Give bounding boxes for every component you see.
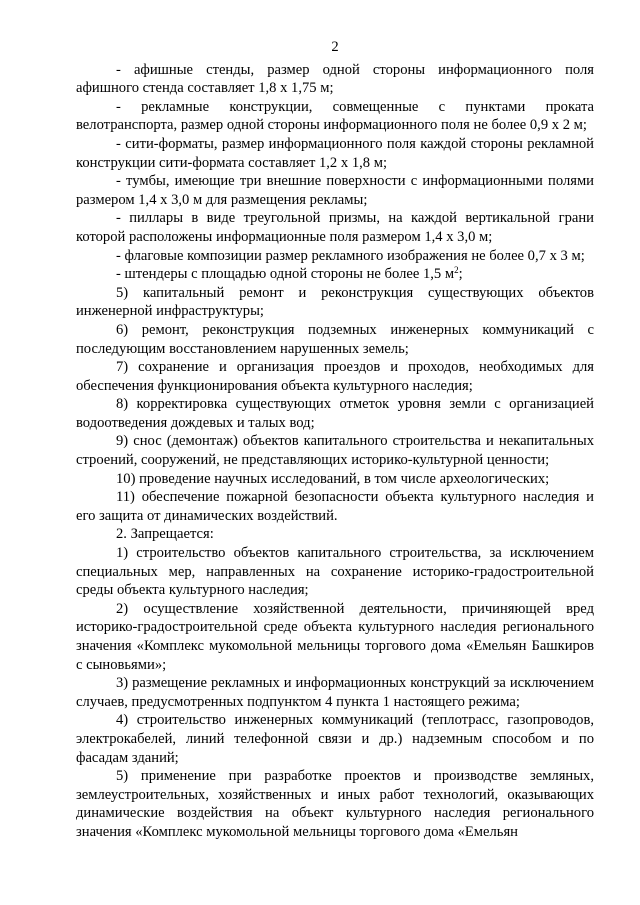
paragraph: 10) проведение научных исследований, в том числе археологических; [116, 470, 550, 487]
superscript: 2 [454, 265, 459, 276]
paragraph: - флаговые композиции размер рекламного изображения не более 0,7 х 3 м; [116, 247, 585, 264]
document-page [76, 38, 594, 842]
paragraph: 5) применение при разработке проектов и производстве земляных, землеустроительных, хозяйственных и иных работ технологий, оказывающих динамические воздействия на объект культурного наследия регионального значения «Комплекс мукомольной мельницы торгового дома «Емельян [76, 768, 594, 840]
paragraph: 3) размещение рекламных и информационных конструкций за исключением случаев, предусмотренных подпунктом 4 пункта 1 настоящего режима; [76, 675, 594, 710]
paragraph: 6) ремонт, реконструкция подземных инженерных коммуникаций с последующим восстановлением нарушенных земель; [76, 321, 594, 357]
paragraph: 7) сохранение и организация проездов и проходов, необходимых для обеспечения функционирования объекта культурного наследия; [76, 359, 594, 394]
paragraph: - афишные стенды, размер одной стороны информационного поля афишного стенда составляет 1,8 х 1,75 м; [76, 61, 594, 97]
paragraph: 5) капитальный ремонт и реконструкция существующих объектов инженерной инфраструктуры; [76, 284, 594, 320]
paragraph: 1) строительство объектов капитального строительства, за исключением специальных мер, направленных на сохранение историко-градостроительной среды объекта культурного наследия; [76, 545, 594, 599]
paragraph: - сити-форматы, размер информационного поля каждой стороны рекламной конструкции сити-формата составляет 1,2 х 1,8 м; [76, 135, 594, 171]
paragraph: - рекламные конструкции, совмещенные с пунктами проката велотранспорта, размер одной стороны информационного поля не более 0,9 х 2 м; [76, 98, 594, 134]
paragraph: 4) строительство инженерных коммуникаций (теплотрасс, газопроводов, электрокабелей, линий телефонной связи и др.) надземным способом и по фасадам зданий; [76, 712, 594, 766]
paragraph: 8) корректировка существующих отметок уровня земли с организацией водоотведения дождевых и талых вод; [76, 396, 594, 431]
paragraph: 9) снос (демонтаж) объектов капитального строительства и некапитальных строений, сооружений, не представляющих историко-культурной ценности; [76, 433, 594, 469]
paragraph-text: - штендеры с площадью одной стороны не более 1,5 м [116, 266, 455, 283]
paragraph: 2) осуществление хозяйственной деятельности, причиняющей вред историко-градостроительной среде объекта культурного наследия регионального значения «Комплекс мукомольной мельницы торгового дома «Емельян Башкиров с сыновьями»; [76, 600, 594, 673]
paragraph-tail: ; [458, 266, 463, 283]
paragraph: - пиллары в виде треугольной призмы, на каждой вертикальной грани которой расположены информационные поля размером 1,4 х 3,0 м; [76, 210, 594, 245]
paragraph-with-superscript [76, 265, 594, 284]
paragraph: 11) обеспечение пожарной безопасности объекта культурного наследия и его защита от динамических воздействий. [76, 489, 594, 524]
page-number: 2 [331, 39, 339, 55]
paragraph: - тумбы, имеющие три внешние поверхности с информационными полями размером 1,4 х 3,0 м для размещения рекламы; [76, 173, 594, 208]
section-heading: 2. Запрещается: [116, 526, 214, 543]
